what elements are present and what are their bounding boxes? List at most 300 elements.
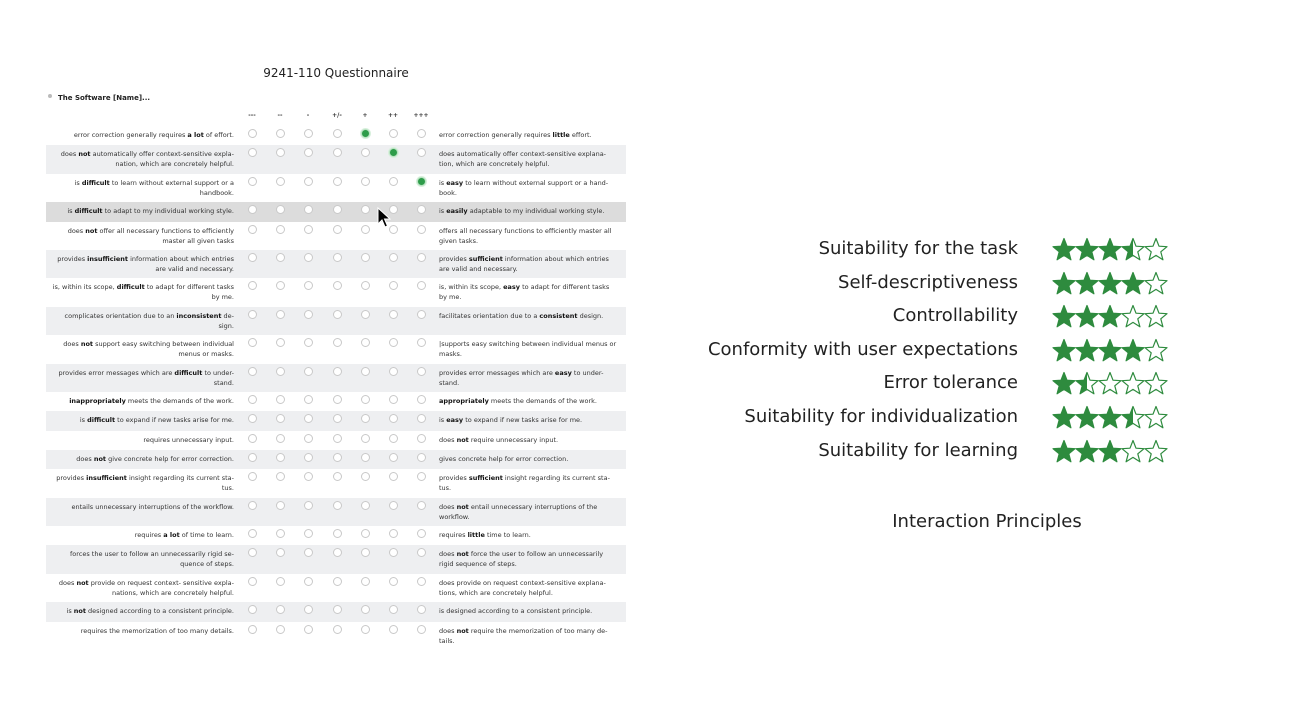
- rating-radio[interactable]: [333, 529, 342, 538]
- statement-text: effort.: [569, 131, 592, 139]
- rating-radio[interactable]: [417, 548, 426, 557]
- statement-text: meets the demands of the work.: [488, 397, 597, 405]
- rating-radio[interactable]: [248, 310, 257, 319]
- questionnaire-row: [46, 545, 626, 574]
- emphasis-text: insufficient: [86, 474, 127, 482]
- rating-radio[interactable]: [248, 338, 257, 347]
- emphasis-text: easy: [554, 369, 572, 377]
- rating-row: [680, 402, 1180, 432]
- rating-label: Controllability: [892, 305, 1018, 326]
- statement-text: insight regarding its current sta-tus.: [126, 474, 234, 492]
- rating-radio[interactable]: [389, 453, 398, 462]
- rating-radio[interactable]: [248, 501, 257, 510]
- rating-radio[interactable]: [248, 253, 257, 262]
- rating-radio[interactable]: [361, 253, 370, 262]
- emphasis-text: not: [456, 627, 469, 635]
- rating-radio[interactable]: [276, 367, 285, 376]
- rating-radio[interactable]: [389, 434, 398, 443]
- rating-radio[interactable]: [333, 501, 342, 510]
- statement-text: time to learn.: [484, 531, 531, 539]
- rating-radio[interactable]: [417, 625, 426, 634]
- rating-radio[interactable]: [417, 367, 426, 376]
- rating-radio[interactable]: [389, 529, 398, 538]
- rating-row: [680, 436, 1180, 466]
- rating-radio[interactable]: [333, 281, 342, 290]
- rating-radio[interactable]: [248, 548, 257, 557]
- rating-radio[interactable]: [304, 281, 313, 290]
- star-icon: [1076, 273, 1098, 294]
- rating-radio[interactable]: [333, 605, 342, 614]
- star-icon: [1053, 340, 1075, 361]
- positive-statement: [439, 578, 619, 598]
- rating-radio[interactable]: [248, 177, 257, 186]
- rating-radio[interactable]: [417, 225, 426, 234]
- star-icon: [1122, 373, 1144, 394]
- rating-radio[interactable]: [389, 367, 398, 376]
- rating-radio[interactable]: [333, 177, 342, 186]
- emphasis-text: easily: [446, 207, 468, 215]
- positive-statement: [439, 206, 619, 216]
- rating-radio[interactable]: [276, 548, 285, 557]
- positive-statement: [439, 311, 619, 321]
- questionnaire-row: [46, 431, 626, 450]
- rating-radio[interactable]: [389, 338, 398, 347]
- star-icon: [1099, 441, 1121, 462]
- rating-radio[interactable]: [417, 148, 426, 157]
- rating-radio[interactable]: [417, 310, 426, 319]
- positive-statement: [439, 368, 619, 388]
- negative-statement: [50, 435, 234, 445]
- statement-text: is: [67, 207, 75, 215]
- rating-radio[interactable]: [276, 148, 285, 157]
- rating-radio[interactable]: [304, 338, 313, 347]
- statement-text: to adapt for different tasks by me.: [144, 283, 234, 301]
- rating-radio[interactable]: [333, 148, 342, 157]
- rating-radio[interactable]: [276, 529, 285, 538]
- emphasis-text: difficult: [81, 179, 110, 187]
- statement-text: to learn without external support or a handbook.: [109, 179, 234, 197]
- negative-statement: [50, 530, 234, 540]
- statement-text: is, within its scope,: [52, 283, 117, 291]
- rating-radio[interactable]: [276, 225, 285, 234]
- statement-text: is: [439, 179, 447, 187]
- star-icon: [1122, 273, 1144, 294]
- emphasis-text: appropriately: [439, 397, 489, 405]
- questionnaire-row: [46, 335, 626, 364]
- negative-statement: [50, 415, 234, 425]
- negative-statement: [50, 626, 234, 636]
- statement-text: to learn without external support or a hand-book.: [439, 179, 609, 197]
- emphasis-text: difficult: [87, 416, 116, 424]
- rating-radio[interactable]: [417, 434, 426, 443]
- emphasis-text: easy: [503, 283, 521, 291]
- statement-text: gives concrete help for error correction.: [439, 455, 569, 463]
- scale-label: +: [362, 112, 368, 119]
- rating-radio[interactable]: [304, 310, 313, 319]
- rating-radio[interactable]: [417, 605, 426, 614]
- rating-radio[interactable]: [361, 605, 370, 614]
- positive-statement: [439, 254, 619, 274]
- questionnaire-row: [46, 250, 626, 278]
- rating-radio[interactable]: [361, 395, 370, 404]
- rating-radio[interactable]: [417, 501, 426, 510]
- rating-radio[interactable]: [361, 205, 370, 214]
- rating-radio[interactable]: [389, 177, 398, 186]
- rating-radio[interactable]: [361, 148, 370, 157]
- positive-statement: [439, 454, 619, 464]
- positive-statement: [439, 415, 619, 425]
- rating-label: Suitability for the task: [818, 238, 1018, 259]
- rating-row: [680, 368, 1180, 398]
- positive-statement: [439, 530, 619, 540]
- rating-radio[interactable]: [389, 472, 398, 481]
- rating-radio[interactable]: [389, 414, 398, 423]
- rating-radio[interactable]: [304, 548, 313, 557]
- positive-statement: [439, 626, 619, 646]
- rating-radio[interactable]: [304, 605, 313, 614]
- rating-row: [680, 234, 1180, 264]
- emphasis-text: inappropriately: [69, 397, 126, 405]
- star-icon: [1076, 441, 1098, 462]
- rating-radio[interactable]: [389, 281, 398, 290]
- rating-radio[interactable]: [389, 148, 398, 157]
- rating-radio[interactable]: [248, 148, 257, 157]
- statement-text: does automatically offer context-sensitive explana-tion, which are concretely helpful.: [439, 150, 607, 168]
- questionnaire-row: [46, 392, 626, 411]
- rating-radio[interactable]: [304, 148, 313, 157]
- rating-radio[interactable]: [304, 453, 313, 462]
- rating-radio[interactable]: [276, 414, 285, 423]
- rating-radio[interactable]: [248, 434, 257, 443]
- rating-radio[interactable]: [417, 205, 426, 214]
- rating-radio[interactable]: [304, 472, 313, 481]
- rating-radio[interactable]: [304, 434, 313, 443]
- rating-radio[interactable]: [304, 625, 313, 634]
- emphasis-text: not: [80, 340, 94, 348]
- statement-text: does: [439, 627, 457, 635]
- negative-statement: [50, 606, 234, 616]
- positive-statement: [439, 396, 619, 406]
- rating-radio[interactable]: [389, 129, 398, 138]
- statement-text: is: [66, 607, 74, 615]
- rating-radio[interactable]: [361, 129, 370, 138]
- rating-radio[interactable]: [304, 253, 313, 262]
- emphasis-text: easy: [446, 179, 464, 187]
- rating-radio[interactable]: [304, 129, 313, 138]
- statement-text: does: [439, 550, 457, 558]
- questionnaire-row: [46, 574, 626, 602]
- scale-label: +++: [413, 112, 429, 119]
- rating-radio[interactable]: [304, 395, 313, 404]
- scale-label: ++: [387, 112, 399, 119]
- questionnaire-subtitle: The Software [Name]...: [58, 94, 151, 102]
- rating-radio[interactable]: [276, 453, 285, 462]
- rating-radio[interactable]: [417, 529, 426, 538]
- rating-radio[interactable]: [276, 177, 285, 186]
- star-icon: [1076, 239, 1098, 260]
- statement-text: forces the user to follow an unnecessarily rigid se-quence of steps.: [69, 550, 234, 568]
- rating-radio[interactable]: [304, 414, 313, 423]
- scale-label: -: [306, 112, 310, 119]
- rating-radio[interactable]: [417, 281, 426, 290]
- statement-text: to adapt for different tasks by me.: [439, 283, 610, 301]
- star-rating: [1052, 268, 1172, 298]
- rating-label: Self-descriptiveness: [838, 272, 1018, 293]
- rating-radio[interactable]: [389, 310, 398, 319]
- rating-radio[interactable]: [333, 395, 342, 404]
- rating-radio[interactable]: [248, 129, 257, 138]
- negative-statement: [50, 502, 234, 512]
- rating-radio[interactable]: [304, 225, 313, 234]
- star-icon: [1076, 407, 1098, 428]
- rating-radio[interactable]: [248, 605, 257, 614]
- rating-radio[interactable]: [417, 414, 426, 423]
- star-icon: [1099, 407, 1121, 428]
- questionnaire-row: [46, 622, 626, 648]
- statement-text: does provide on request context-sensitive explana-tions, which are concretely helpful.: [439, 579, 606, 597]
- rating-radio[interactable]: [248, 529, 257, 538]
- statement-text: support easy switching between individual menus or masks.: [93, 340, 234, 358]
- negative-statement: [50, 178, 234, 198]
- statement-text: entail unnecessary interruptions of the workflow.: [439, 503, 598, 521]
- positive-statement: [439, 226, 619, 246]
- rating-radio[interactable]: [248, 395, 257, 404]
- rating-radio[interactable]: [361, 501, 370, 510]
- emphasis-text: little: [467, 531, 485, 539]
- rating-radio[interactable]: [361, 310, 370, 319]
- statement-text: provides: [57, 255, 88, 263]
- rating-radio[interactable]: [333, 625, 342, 634]
- rating-radio[interactable]: [248, 577, 257, 586]
- rating-radio[interactable]: [248, 625, 257, 634]
- rating-radio[interactable]: [333, 129, 342, 138]
- star-icon: [1145, 441, 1167, 462]
- rating-label: Conformity with user expectations: [707, 339, 1018, 360]
- rating-radio[interactable]: [248, 472, 257, 481]
- rating-radio[interactable]: [276, 310, 285, 319]
- emphasis-text: difficult: [116, 283, 145, 291]
- rating-radio[interactable]: [417, 577, 426, 586]
- rating-radio[interactable]: [333, 225, 342, 234]
- rating-radio[interactable]: [276, 395, 285, 404]
- rating-radio[interactable]: [361, 177, 370, 186]
- positive-statement: [439, 502, 619, 522]
- negative-statement: [50, 578, 234, 598]
- rating-radio[interactable]: [333, 577, 342, 586]
- rating-row: [680, 335, 1180, 365]
- rating-radio[interactable]: [248, 205, 257, 214]
- statement-text: to under-stand.: [202, 369, 234, 387]
- emphasis-text: consistent: [539, 312, 578, 320]
- statement-text: information about which entries are valid and necessary.: [128, 255, 234, 273]
- emphasis-text: easy: [446, 416, 464, 424]
- questionnaire-row: [46, 469, 626, 498]
- star-icon: [1076, 340, 1098, 361]
- statement-text: does: [60, 150, 79, 158]
- rating-radio[interactable]: [276, 577, 285, 586]
- rating-radio[interactable]: [361, 529, 370, 538]
- rating-radio[interactable]: [276, 472, 285, 481]
- emphasis-text: not: [456, 503, 469, 511]
- rating-label: Suitability for individualization: [744, 406, 1018, 427]
- rating-radio[interactable]: [389, 625, 398, 634]
- emphasis-text: difficult: [74, 207, 103, 215]
- star-icon: [1145, 239, 1167, 260]
- statement-text: does: [58, 579, 77, 587]
- rating-radio[interactable]: [417, 177, 426, 186]
- rating-radio[interactable]: [389, 605, 398, 614]
- emphasis-text: sufficient: [468, 255, 503, 263]
- emphasis-text: a lot: [187, 131, 204, 139]
- rating-radio[interactable]: [304, 177, 313, 186]
- negative-statement: [50, 226, 234, 246]
- rating-radio[interactable]: [417, 395, 426, 404]
- statement-text: is, within its scope,: [439, 283, 504, 291]
- rating-radio[interactable]: [276, 338, 285, 347]
- rating-radio[interactable]: [417, 453, 426, 462]
- statement-text: requires: [134, 531, 164, 539]
- statement-text: designed according to a consistent principle.: [85, 607, 234, 615]
- rating-radio[interactable]: [333, 434, 342, 443]
- positive-statement: [439, 339, 619, 359]
- star-rating: [1052, 335, 1172, 365]
- positive-statement: [439, 130, 619, 140]
- statement-text: requires the memorization of too many details.: [80, 627, 234, 635]
- rating-radio[interactable]: [333, 414, 342, 423]
- rating-radio[interactable]: [276, 281, 285, 290]
- rating-radio[interactable]: [389, 501, 398, 510]
- star-icon: [1145, 306, 1167, 327]
- positive-statement: [439, 282, 619, 302]
- interaction-principles-caption: Interaction Principles: [892, 511, 1082, 532]
- rating-radio[interactable]: [333, 205, 342, 214]
- statement-text: give concrete help for error correction.: [106, 455, 234, 463]
- rating-radio[interactable]: [276, 129, 285, 138]
- rating-radio[interactable]: [333, 310, 342, 319]
- questionnaire-row: [46, 526, 626, 545]
- statement-text: is: [439, 207, 447, 215]
- rating-radio[interactable]: [361, 225, 370, 234]
- rating-radio[interactable]: [361, 414, 370, 423]
- star-icon: [1145, 273, 1167, 294]
- rating-radio[interactable]: [389, 395, 398, 404]
- negative-statement: [50, 130, 234, 140]
- statement-text: error correction generally requires: [73, 131, 188, 139]
- rating-radio[interactable]: [417, 338, 426, 347]
- rating-radio[interactable]: [333, 453, 342, 462]
- rating-radio[interactable]: [417, 129, 426, 138]
- statement-text: provides error messages which are: [439, 369, 555, 377]
- rating-radio[interactable]: [417, 253, 426, 262]
- rating-radio[interactable]: [304, 501, 313, 510]
- statement-text: of time to learn.: [179, 531, 234, 539]
- rating-radio[interactable]: [389, 548, 398, 557]
- questionnaire-row: [46, 498, 626, 526]
- rating-radio[interactable]: [276, 501, 285, 510]
- star-icon: [1145, 373, 1167, 394]
- star-icon: [1099, 373, 1121, 394]
- statement-text: meets the demands of the work.: [125, 397, 234, 405]
- rating-radio[interactable]: [361, 367, 370, 376]
- rating-radio[interactable]: [248, 281, 257, 290]
- negative-statement: [50, 206, 234, 216]
- rating-radio[interactable]: [276, 434, 285, 443]
- positive-statement: [439, 178, 619, 198]
- rating-radio[interactable]: [361, 472, 370, 481]
- rating-radio[interactable]: [389, 577, 398, 586]
- rating-radio[interactable]: [276, 253, 285, 262]
- rating-radio[interactable]: [361, 577, 370, 586]
- rating-radio[interactable]: [276, 605, 285, 614]
- rating-radio[interactable]: [276, 205, 285, 214]
- rating-radio[interactable]: [361, 548, 370, 557]
- rating-radio[interactable]: [304, 577, 313, 586]
- rating-radio[interactable]: [304, 529, 313, 538]
- negative-statement: [50, 396, 234, 406]
- statement-text: is: [74, 179, 82, 187]
- rating-radio[interactable]: [248, 453, 257, 462]
- rating-radio[interactable]: [276, 625, 285, 634]
- rating-radio[interactable]: [361, 434, 370, 443]
- statement-text: offer all necessary functions to efficiently master all given tasks: [97, 227, 234, 245]
- questionnaire-row: [46, 411, 626, 431]
- star-icon: [1053, 407, 1075, 428]
- rating-radio[interactable]: [248, 414, 257, 423]
- star-icon: [1122, 340, 1144, 361]
- star-icon: [1076, 373, 1098, 394]
- statement-text: does: [67, 227, 86, 235]
- statement-text: of effort.: [203, 131, 234, 139]
- rating-radio[interactable]: [417, 472, 426, 481]
- rating-radio[interactable]: [333, 548, 342, 557]
- rating-radio[interactable]: [333, 253, 342, 262]
- star-icon: [1053, 373, 1075, 394]
- statement-text: require the memorization of too many de-tails.: [439, 627, 608, 645]
- questionnaire-row: [46, 278, 626, 307]
- statement-text: is: [79, 416, 88, 424]
- statement-text: facilitates orientation due to a: [439, 312, 540, 320]
- rating-radio[interactable]: [361, 453, 370, 462]
- positive-statement: [439, 549, 619, 569]
- rating-radio[interactable]: [361, 338, 370, 347]
- rating-radio[interactable]: [248, 225, 257, 234]
- rating-radio[interactable]: [304, 205, 313, 214]
- rating-radio[interactable]: [333, 338, 342, 347]
- emphasis-text: inconsistent: [176, 312, 222, 320]
- rating-radio[interactable]: [333, 367, 342, 376]
- star-rating: [1052, 234, 1172, 264]
- rating-radio[interactable]: [248, 367, 257, 376]
- rating-radio[interactable]: [361, 625, 370, 634]
- negative-statement: [50, 149, 234, 169]
- rating-radio[interactable]: [333, 472, 342, 481]
- negative-statement: [50, 473, 234, 493]
- rating-radio[interactable]: [304, 367, 313, 376]
- emphasis-text: not: [85, 227, 98, 235]
- negative-statement: [50, 549, 234, 569]
- statement-text: insight regarding its current sta-tus.: [439, 474, 610, 492]
- statement-text: require unnecessary input.: [468, 436, 559, 444]
- rating-radio[interactable]: [389, 253, 398, 262]
- star-rating: [1052, 301, 1172, 331]
- questionnaire-row: [46, 364, 626, 392]
- statement-text: adaptable to my individual working style.: [467, 207, 605, 215]
- scale-header: [0, 112, 672, 122]
- rating-radio[interactable]: [361, 281, 370, 290]
- emphasis-text: not: [456, 550, 469, 558]
- emphasis-text: not: [76, 579, 89, 587]
- statement-text: does: [76, 455, 94, 463]
